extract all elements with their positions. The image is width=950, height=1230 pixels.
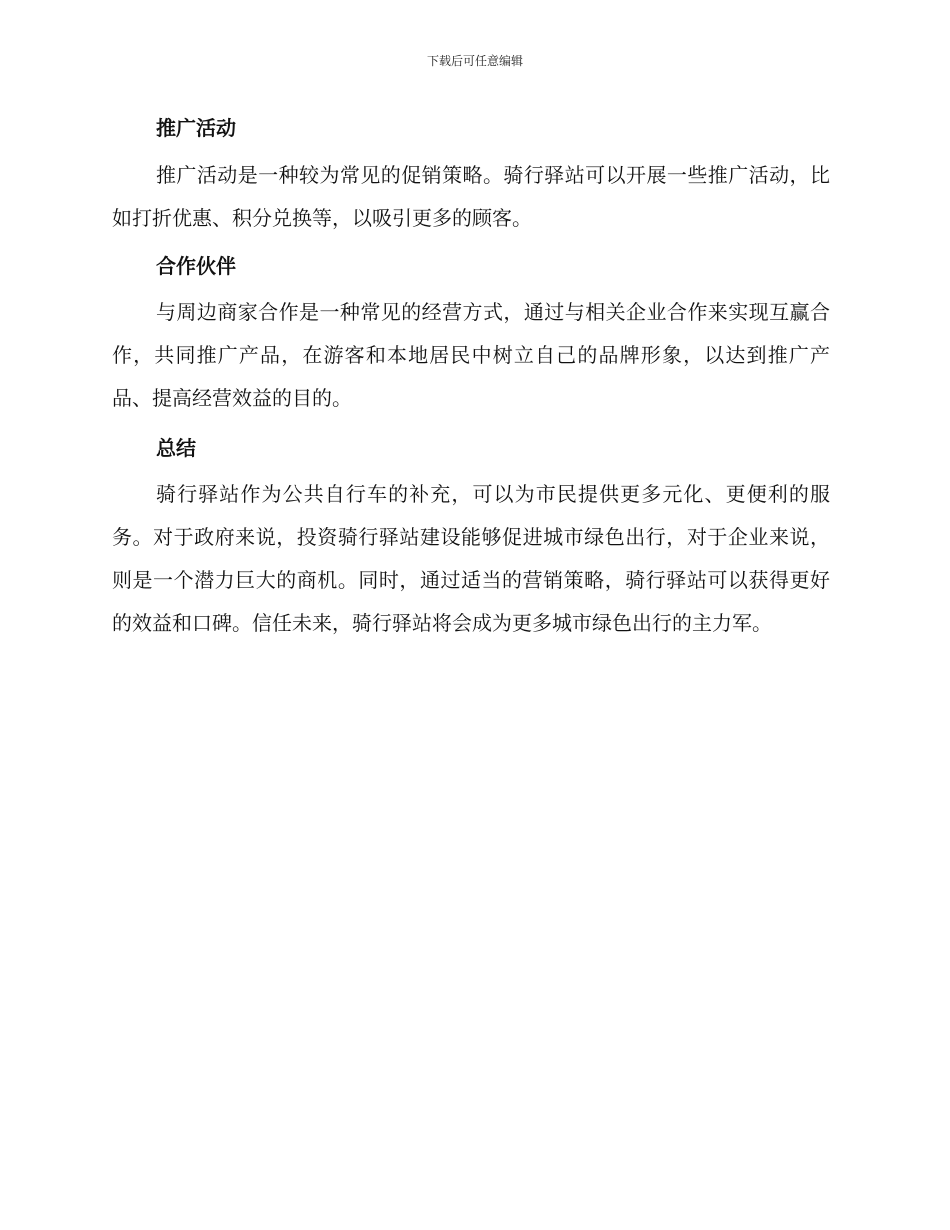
section-body-partners: 与周边商家合作是一种常见的经营方式，通过与相关企业合作来实现互赢合作，共同推广产品，在游客和本地居民中树立自己的品牌形象，以达到推广产品、提高经营效益的目的。: [112, 300, 830, 410]
section-heading-promotion: 推广活动: [156, 116, 236, 140]
section-body-summary: 骑行驿站作为公共自行车的补充，可以为市民提供更多元化、更便利的服务。对于政府来说，投资骑行驿站建设能够促进城市绿色出行，对于企业来说，则是一个潜力巨大的商机。同时，通过适当的营销策略，骑行驿站可以获得更好的效益和口碑。信任未来，骑行驿站将会成为更多城市绿色出行的主力军。: [112, 482, 830, 635]
section-heading-partners: 合作伙伴: [156, 254, 236, 278]
section-heading-summary: 总结: [156, 436, 196, 460]
page-header: 下载后可任意编辑: [426, 54, 523, 68]
document-body: [112, 110, 830, 645]
section-body-promotion: 推广活动是一种较为常见的促销策略。骑行驿站可以开展一些推广活动，比如打折优惠、积分兑换等，以吸引更多的顾客。: [112, 163, 830, 230]
